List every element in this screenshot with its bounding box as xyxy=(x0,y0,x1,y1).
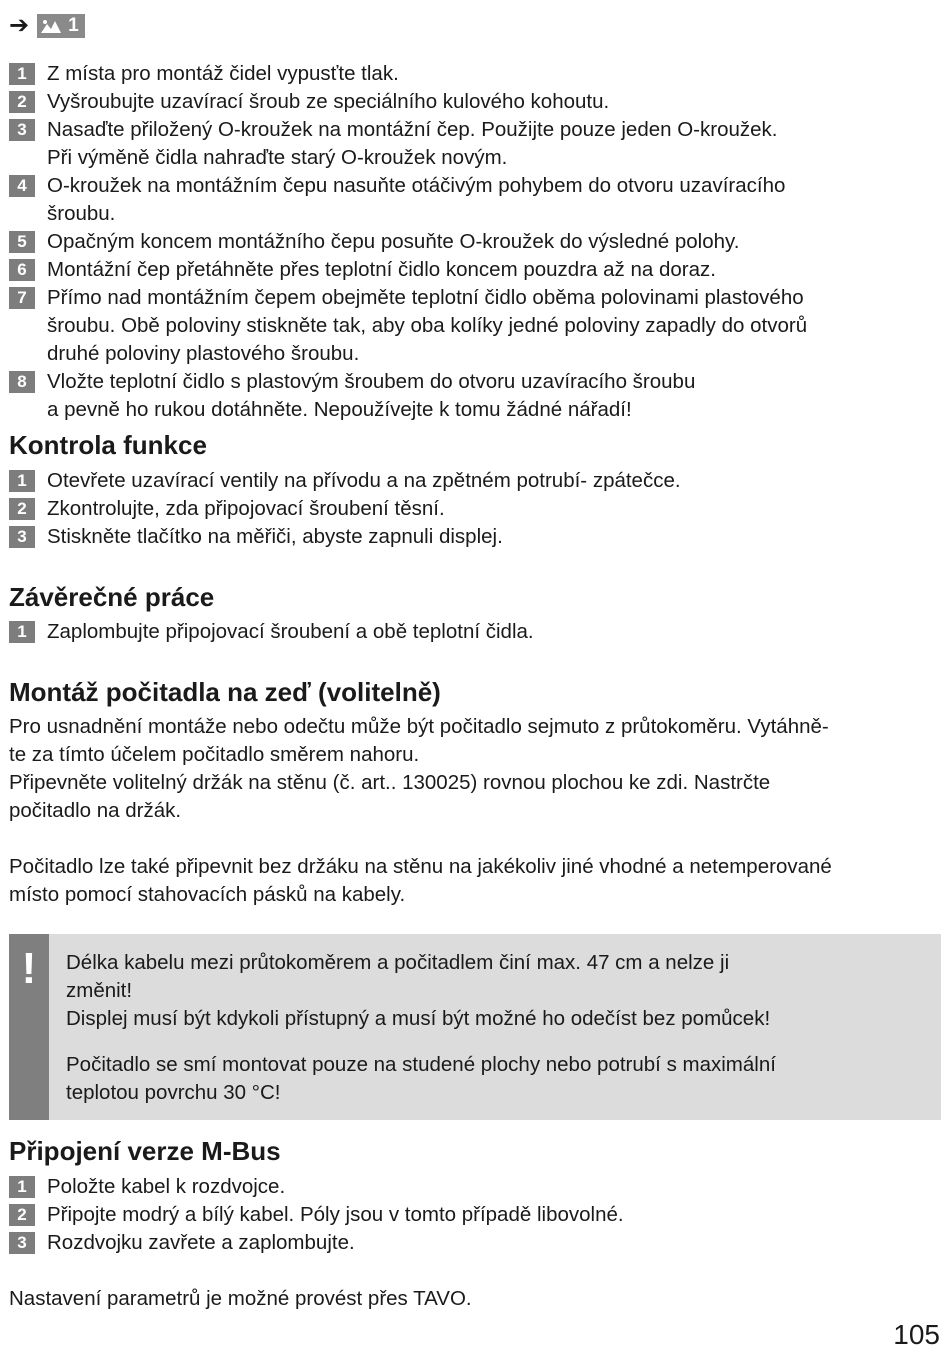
step-number: 3 xyxy=(9,526,35,548)
step-text: Přímo nad montážním čepem obejměte teplotní čidlo oběma polovinami plastového xyxy=(47,286,804,309)
step-text: Montážní čep přetáhněte přes teplotní čidlo koncem pouzdra až na doraz. xyxy=(47,258,716,281)
list-item xyxy=(9,284,807,368)
list-item xyxy=(9,523,681,551)
footer-note: Nastavení parametrů je možné provést přes TAVO. xyxy=(9,1287,472,1310)
function-check-steps xyxy=(9,467,681,551)
step-text: Zkontrolujte, zda připojovací šroubení těsní. xyxy=(47,497,445,520)
paragraph xyxy=(9,769,941,825)
exclamation-icon: ! xyxy=(9,934,49,1120)
step-text: Položte kabel k rozdvojce. xyxy=(47,1175,286,1198)
step-text: Nasaďte přiložený O-kroužek na montážní čep. Použijte pouze jeden O-kroužek. xyxy=(47,118,778,141)
step-number: 1 xyxy=(9,1176,35,1198)
paragraph-line: místo pomocí stahovacích pásků na kabely. xyxy=(9,883,406,906)
paragraph xyxy=(9,853,941,909)
arrow-icon: ➔ xyxy=(9,12,30,39)
step-number: 1 xyxy=(9,63,35,85)
heading-wall-mount: Montáž počitadla na zeď (volitelně) xyxy=(9,677,441,707)
list-item xyxy=(9,1229,624,1257)
warning-notice xyxy=(9,934,941,1120)
step-text: Vložte teplotní čidlo s plastovým šroubem do otvoru uzavíracího šroubu xyxy=(47,370,696,393)
notice-line: Délka kabelu mezi průtokoměrem a počitadlem činí max. 47 cm a nelze ji xyxy=(66,951,730,974)
list-item xyxy=(9,88,807,116)
list-item xyxy=(9,228,807,256)
step-text: Rozdvojku zavřete a zaplombujte. xyxy=(47,1231,355,1254)
list-item xyxy=(9,495,681,523)
step-number: 2 xyxy=(9,498,35,520)
list-item xyxy=(9,256,807,284)
step-number: 2 xyxy=(9,91,35,113)
figure-badge xyxy=(37,14,85,38)
paragraph-line: Připevněte volitelný držák na stěnu (č. art.. 130025) rovnou plochou ke zdi. Nastrčte xyxy=(9,771,771,794)
mbus-steps xyxy=(9,1173,624,1257)
paragraph-line: te za tímto účelem počitadlo směrem nahoru. xyxy=(9,743,420,766)
step-text: Vyšroubujte uzavírací šroub ze speciálního kulového kohoutu. xyxy=(47,90,610,113)
step-text-cont: a pevně ho rukou dotáhněte. Nepoužívejte k tomu žádné nářadí! xyxy=(47,398,632,421)
step-number: 5 xyxy=(9,231,35,253)
list-item xyxy=(9,60,807,88)
list-item xyxy=(9,368,807,424)
list-item xyxy=(9,1201,624,1229)
paragraph-line: Pro usnadnění montáže nebo odečtu může být počitadlo sejmuto z průtokoměru. Vytáhně- xyxy=(9,715,829,738)
figure-number: 1 xyxy=(68,15,79,36)
image-icon xyxy=(40,18,62,34)
step-text-cont: druhé poloviny plastového šroubu. xyxy=(47,342,360,365)
notice-line: teplotou povrchu 30 °C! xyxy=(66,1081,281,1104)
step-number: 3 xyxy=(9,1232,35,1254)
page-number: 105 xyxy=(893,1319,940,1350)
step-text-cont: Při výměně čidla nahraďte starý O-kroužek novým. xyxy=(47,146,508,169)
step-text: Připojte modrý a bílý kabel. Póly jsou v tomto případě libovolné. xyxy=(47,1203,624,1226)
list-item xyxy=(9,116,807,172)
step-text: Otevřete uzavírací ventily na přívodu a na zpětném potrubí- zpátečce. xyxy=(47,469,681,492)
heading-function-check: Kontrola funkce xyxy=(9,430,207,460)
step-text-cont: šroubu. Obě poloviny stiskněte tak, aby oba kolíky jedné poloviny zapadly do otvorů xyxy=(47,314,808,337)
step-text: Z místa pro montáž čidel vypusťte tlak. xyxy=(47,62,399,85)
notice-line: Displej musí být kdykoli přístupný a musí být možné ho odečíst bez pomůcek! xyxy=(66,1007,771,1030)
paragraph-line: Počitadlo lze také připevnit bez držáku na stěnu na jakékoliv jiné vhodné a netemperované xyxy=(9,855,832,878)
install-steps xyxy=(9,60,807,424)
final-work-steps xyxy=(9,618,534,646)
notice-line: změnit! xyxy=(66,979,133,1002)
step-number: 8 xyxy=(9,371,35,393)
paragraph-line: počitadlo na držák. xyxy=(9,799,182,822)
step-number: 1 xyxy=(9,470,35,492)
list-item xyxy=(9,172,807,228)
step-text: Zaplombujte připojovací šroubení a obě teplotní čidla. xyxy=(47,620,534,643)
step-number: 3 xyxy=(9,119,35,141)
notice-text xyxy=(66,949,896,1107)
list-item xyxy=(9,618,534,646)
step-text: Opačným koncem montážního čepu posuňte O-kroužek do výsledné polohy. xyxy=(47,230,740,253)
list-item xyxy=(9,1173,624,1201)
step-number: 7 xyxy=(9,287,35,309)
step-number: 4 xyxy=(9,175,35,197)
figure-reference xyxy=(9,12,85,40)
step-text: Stiskněte tlačítko na měřiči, abyste zapnuli displej. xyxy=(47,525,503,548)
step-text-cont: šroubu. xyxy=(47,202,116,225)
list-item xyxy=(9,467,681,495)
step-number: 2 xyxy=(9,1204,35,1226)
step-text: O-kroužek na montážním čepu nasuňte otáčivým pohybem do otvoru uzavíracího xyxy=(47,174,786,197)
step-number: 1 xyxy=(9,621,35,643)
paragraph xyxy=(9,713,941,769)
step-number: 6 xyxy=(9,259,35,281)
heading-final-work: Závěrečné práce xyxy=(9,582,215,612)
heading-mbus: Připojení verze M-Bus xyxy=(9,1136,281,1166)
notice-line: Počitadlo se smí montovat pouze na studené plochy nebo potrubí s maximální xyxy=(66,1053,776,1076)
